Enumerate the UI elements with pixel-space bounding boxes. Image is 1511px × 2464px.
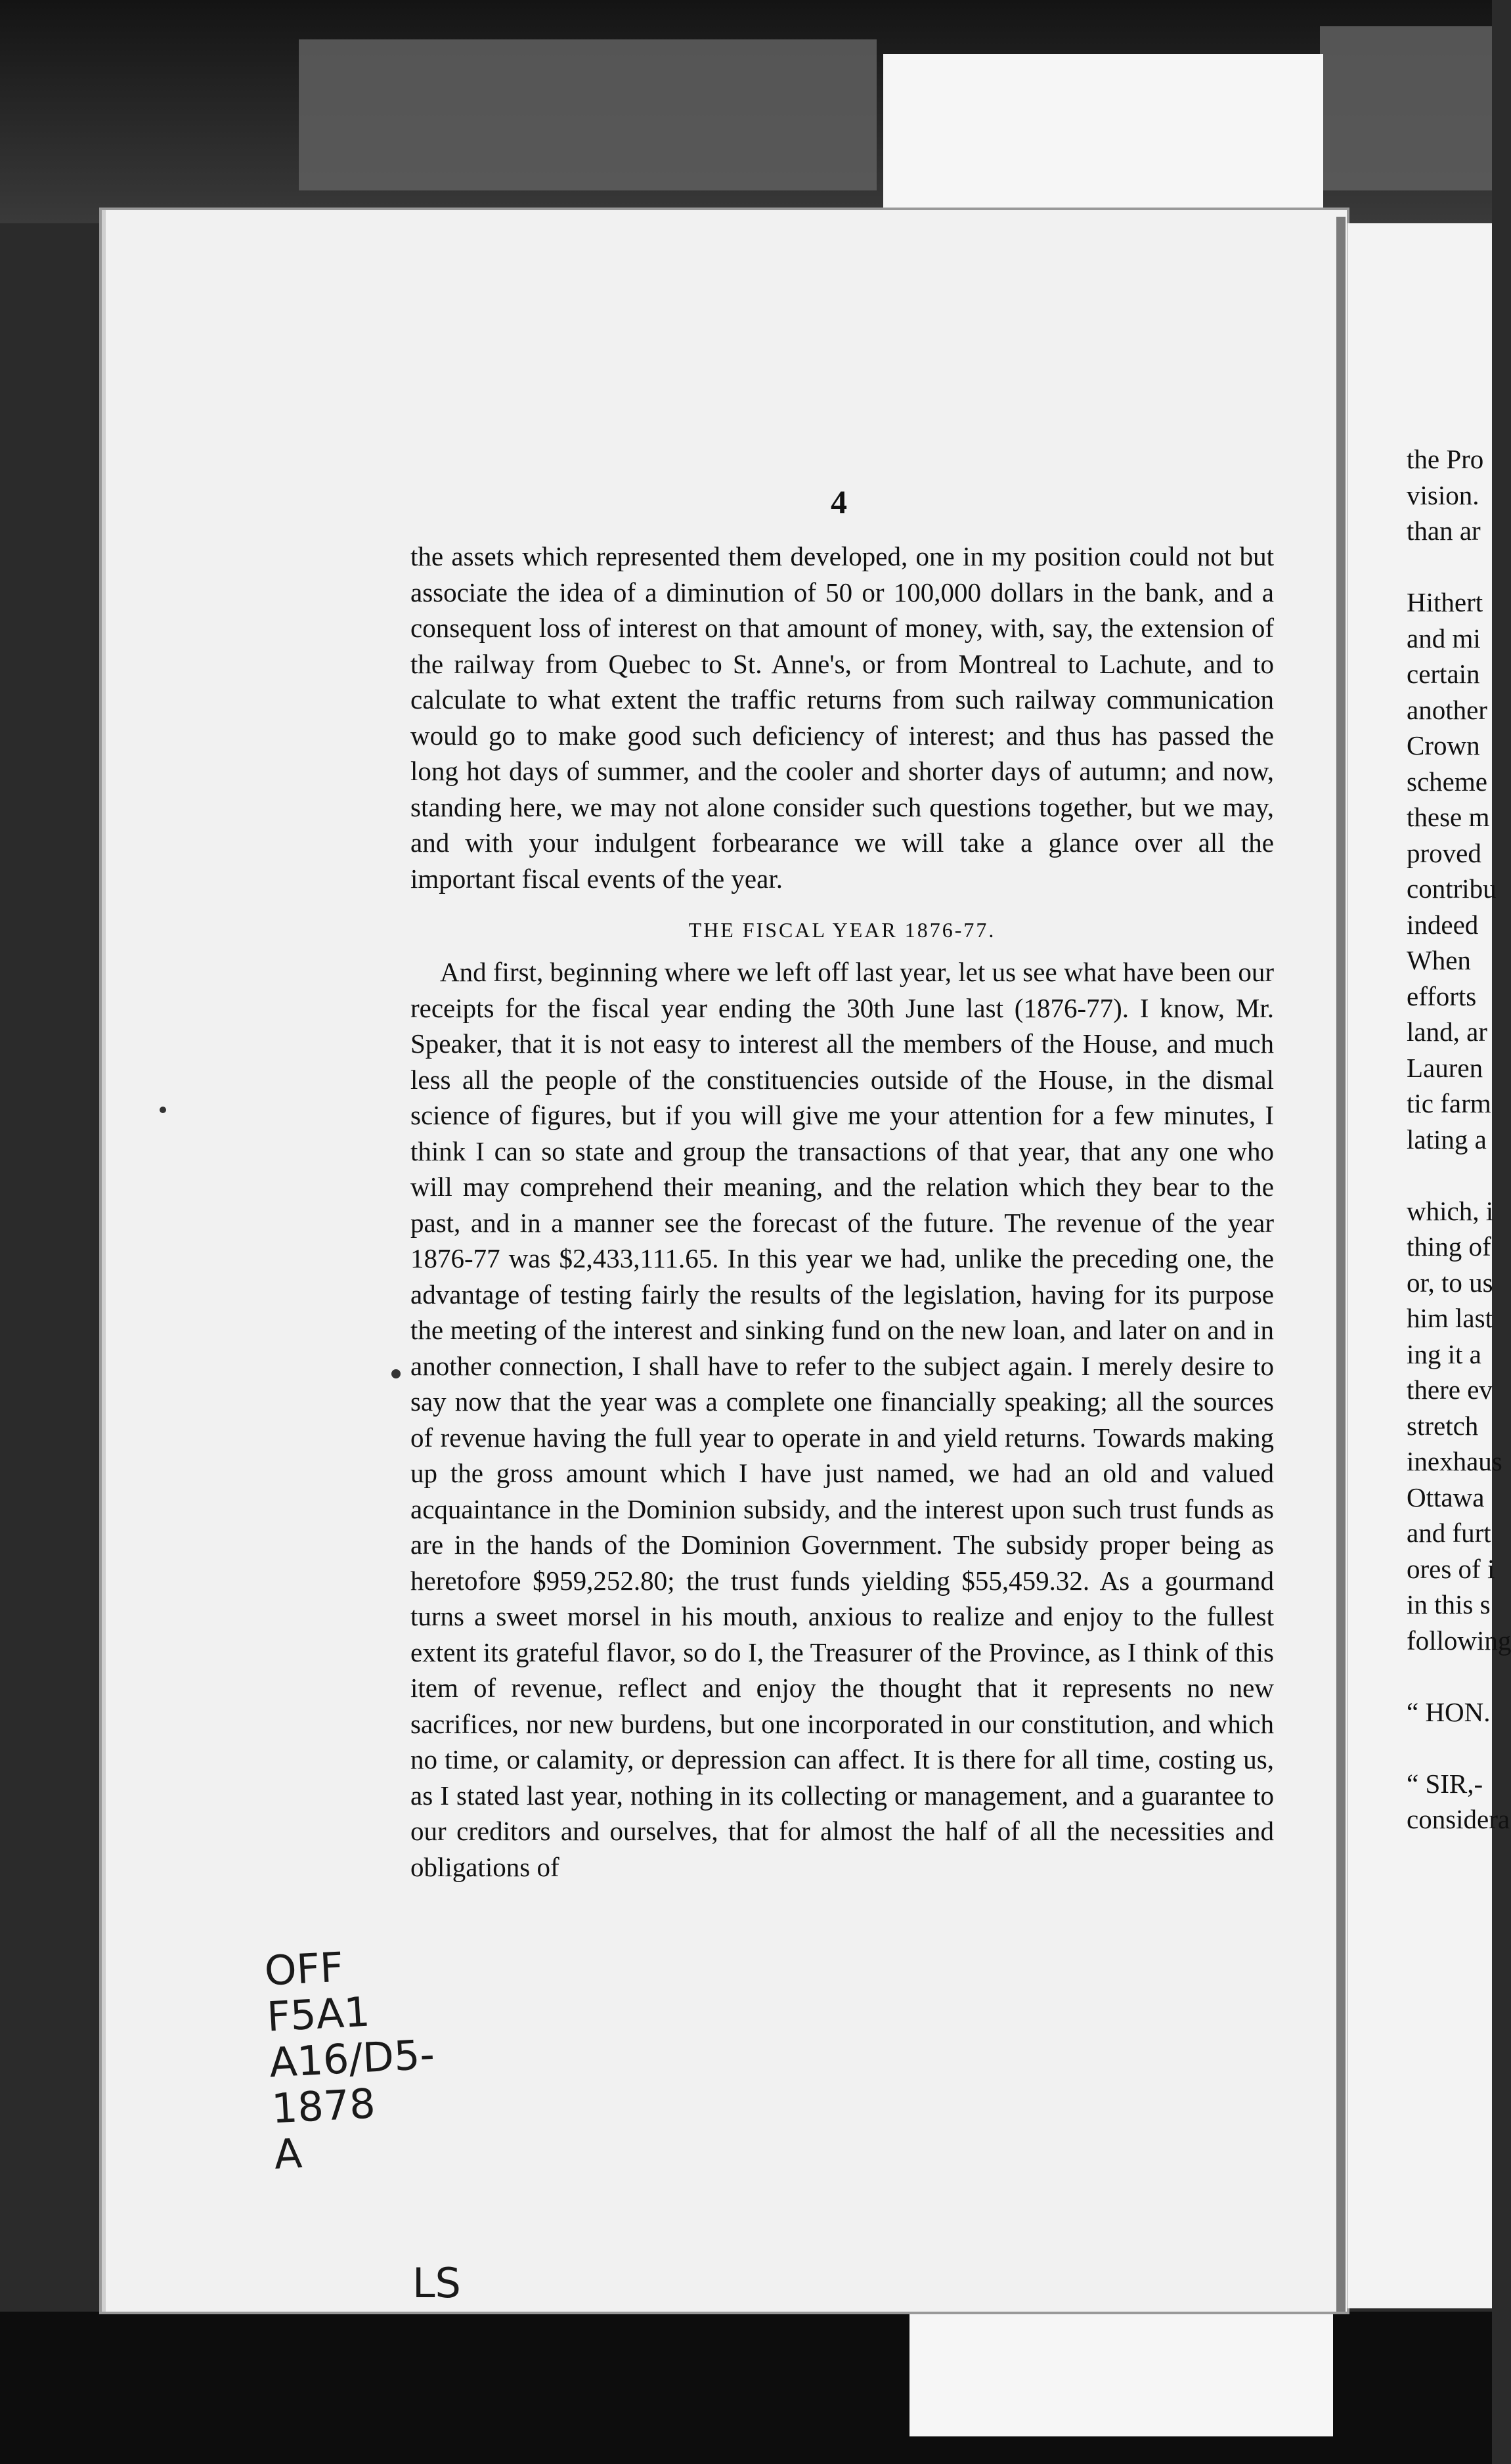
right-page-line: him last: [1407, 1303, 1493, 1333]
pencil-annotation-line: F5A1: [265, 1987, 372, 2041]
right-page-line: “ SIR,-: [1407, 1768, 1483, 1799]
right-page-line: thing of: [1407, 1231, 1491, 1262]
right-page-line: another: [1407, 694, 1487, 725]
pencil-annotation-line: OFF: [263, 1943, 345, 1995]
paper-tab: [883, 54, 1323, 225]
right-page-line: the Pro: [1407, 444, 1484, 474]
right-page-line: considera: [1407, 1804, 1510, 1834]
paragraph: And first, beginning where we left off last year, let us see what have been our receipts for the fiscal year ending the 30th June last (1876-77). I know, Mr. Speaker, that it is not easy to interest all the members of the House, and much less all the people of the constituencies outside of the House, in the dismal science of figures, but if you will give me your attention for a few minutes, I think I can so state and group the transactions of that year, that any one who will may comprehend their meaning, and the relation which they bear to the past, and in a manner see the forecast of the future. The revenue of the year 1876-77 was $2,433,111.65. In this year we had, unlike the preceding one, the advantage of testing fairly the results of the legislation, having for its purpose the meeting of the interest and sinking fund on the new loan, and later on and in another connection, I shall have to refer to the subject again. I merely desire to say now that the year was a complete one financially speaking; all the sources of revenue having the full year to operate in and yield returns. Towards making up the gross amount which I have just named, we had an old and valued acquaintance in the Dominion subsidy, and the interest upon such trust funds as are in the hands of the Dominion Government. The subsidy proper being as heretofore $959,252.80; the trust funds yielding $55,459.32. As a gourmand turns a sweet morsel in his mouth, anxious to realize and enjoy to the fullest extent its grateful flavor, so do I, the Treasurer of the Province, as I think of this item of revenue, reflect and enjoy the thought that it represents no new sacrifices, nor new burdens, but one incorporated in our constitution, and which no time, or calamity, or depression can affect. It is there for all time, costing us, as I stated last year, nothing in its collecting or management, and a guarantee to our creditors and ourselves, that for almost the half of all the necessities and obligations of: [410, 957, 1274, 1882]
right-page-line: vision.: [1407, 479, 1479, 510]
book-gutter: [1336, 217, 1346, 2312]
right-page-line: lating a: [1407, 1124, 1487, 1155]
right-page-line: efforts: [1407, 980, 1477, 1011]
ink-speck: [160, 1107, 166, 1113]
scan-shadow: [1320, 26, 1492, 190]
right-page-line: Lauren: [1407, 1052, 1483, 1083]
right-page-line: Ottawa: [1407, 1482, 1485, 1512]
ink-speck: [391, 1369, 401, 1378]
right-page-line: indeed: [1407, 909, 1479, 940]
pencil-annotation: [263, 1940, 441, 2178]
right-page-line: in this s: [1407, 1589, 1491, 1619]
right-page-line: When: [1407, 945, 1471, 975]
right-page-line: ing it a: [1407, 1338, 1481, 1369]
scan-shadow: [299, 39, 877, 190]
page-body: [410, 539, 1274, 1885]
right-page-line: ores of i: [1407, 1553, 1495, 1584]
right-page-line: Crown: [1407, 730, 1480, 760]
right-page-line: or, to us: [1407, 1267, 1493, 1298]
page-number: 4: [831, 483, 847, 520]
right-page-line: proved: [1407, 837, 1481, 868]
right-page-line: tic farm: [1407, 1088, 1491, 1118]
right-page-line: than ar: [1407, 516, 1481, 546]
right-page-line: [1407, 1658, 1492, 1694]
right-page-line: [1407, 1730, 1492, 1766]
right-page-line: Hithert: [1407, 587, 1483, 617]
section-heading: THE FISCAL YEAR 1876-77.: [688, 918, 996, 942]
pencil-annotation-line: 1878: [270, 2079, 377, 2133]
paper-tab: [909, 2302, 1333, 2436]
paragraph: the assets which represented them developed, one in my position could not but associate the idea of a diminution of 50 or 100,000 dollars in the bank, and a consequent loss of interest on that amount of money, with, say, the extension of the railway from Quebec to St. Anne's, or from Montreal to Lachute, and to calculate to what extent the traffic returns from such railway communication would go to make good such deficiency of interest; and thus has passed the long hot days of summer, and the cooler and shorter days of autumn; and now, standing here, we may not alone consider such questions together, but we may, and with your indulgent forbearance we will take a glance over all the important fiscal events of the year.: [410, 541, 1274, 894]
right-page-line: inexhaus: [1407, 1446, 1502, 1476]
right-page-line: these m: [1407, 802, 1490, 832]
right-page-line: contribu: [1407, 873, 1497, 904]
right-page-line: stretch: [1407, 1410, 1479, 1441]
right-page-line: and mi: [1407, 623, 1481, 653]
right-page-line: following: [1407, 1625, 1511, 1656]
right-page-line: land, ar: [1407, 1017, 1487, 1047]
right-page-line: certain: [1407, 659, 1480, 689]
right-page-line: scheme: [1407, 766, 1487, 797]
right-page-line: and furt: [1407, 1518, 1491, 1548]
right-page-text: [1407, 441, 1511, 1837]
pencil-annotation-line: A: [273, 2129, 303, 2179]
right-page-line: [1407, 549, 1492, 585]
right-page-line: “ HON.: [1407, 1696, 1491, 1727]
right-page-line: [1407, 1157, 1492, 1193]
right-page-line: which, i: [1407, 1195, 1494, 1226]
pencil-annotation-line: A16/D5-: [268, 2030, 436, 2087]
pencil-annotation-ls: LS: [412, 2259, 461, 2307]
right-page-line: there ev: [1407, 1375, 1493, 1405]
